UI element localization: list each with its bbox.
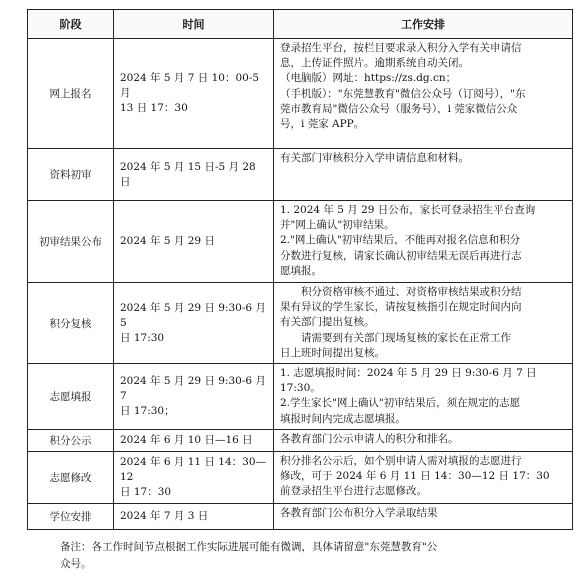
work-line: 并"网上确认"初审结果。 <box>280 219 395 232</box>
work-line: （手机版）："东莞慧教育"微信公众号（订阅号），"东 <box>280 87 526 100</box>
work-line: 填报时间内完成志愿填报。 <box>280 412 406 425</box>
time-cell <box>114 504 274 530</box>
time-cell <box>114 364 274 430</box>
time-cell <box>114 283 274 364</box>
work-line: 积分排名公示后，如个别申请人需对填报的志愿进行 <box>280 455 522 468</box>
footnote <box>60 539 550 573</box>
work-line: （电脑版）网址：https://zs.dg.cn； <box>280 72 457 85</box>
table-row <box>28 452 573 504</box>
time-line: 2024 年 5 月 29 日 <box>120 235 215 247</box>
table-row <box>28 504 573 530</box>
work-line: 号，i 莞家 APP。 <box>280 118 365 131</box>
time-line: 2024 年 7 月 3 日 <box>120 510 209 523</box>
time-cell <box>114 201 274 283</box>
work-line: 愿填报。 <box>280 264 322 277</box>
stage-cell: 学位安排 <box>28 504 114 530</box>
work-line: 息，上传证件照片。逾期系统自动关闭。 <box>280 57 469 70</box>
work-line: 前登录招生平台进行志愿修改。 <box>280 485 427 498</box>
work-cell <box>274 149 573 201</box>
time-line: 2024 年 6 月 11 日 14：30—12 <box>120 456 267 484</box>
table-row <box>28 201 573 283</box>
time-line: 日 17:30 <box>120 331 165 344</box>
work-cell <box>274 430 573 452</box>
stage-cell: 积分复核 <box>28 283 114 364</box>
work-line: 2."网上确认"初审结果后，不能再对报名信息和积分 <box>280 234 521 247</box>
table-row <box>28 39 573 149</box>
time-line: 2024 年 6 月 10 日—16 日 <box>120 434 253 447</box>
work-line: 有关部门提出复核。 <box>280 316 375 329</box>
work-line: 请需要到有关部门现场复核的家长在正常工作 <box>301 331 511 344</box>
time-line: 2024 年 5 月 29 日 9:30-6 月 7 <box>120 375 266 403</box>
time-line: 日 17：30 <box>120 486 172 499</box>
stage-cell: 网上报名 <box>28 39 114 149</box>
table-body <box>28 39 573 530</box>
footnote-line: 众号。 <box>60 558 92 570</box>
header-time: 时间 <box>114 10 274 39</box>
work-line: 莞市教育局"微信公众号（服务号），i 莞家微信公众 <box>280 102 518 115</box>
work-line: 登录招生平台，按栏目要求录入积分入学有关申请信 <box>280 42 522 54</box>
work-line: 有关部门审核积分入学申请信息和材料。 <box>280 152 469 164</box>
work-line: 分数进行复核，请家长确认初审结果无误后再进行志 <box>280 249 522 262</box>
time-line: 2024 年 5 月 29 日 9:30-6 月 5 <box>120 301 266 329</box>
header-work: 工作安排 <box>274 10 573 39</box>
table-row <box>28 430 573 452</box>
work-line: 日上班时间提出复核。 <box>280 346 385 359</box>
time-line: 13 日 17：30 <box>120 102 188 114</box>
time-line: 2024 年 5 月 15 日-5 月 28 日 <box>120 160 256 188</box>
table-row <box>28 149 573 201</box>
work-line: 积分资格审核不通过、对资格审核结果或积分结 <box>301 286 522 298</box>
work-cell <box>274 39 573 149</box>
work-cell <box>274 364 573 430</box>
table-row <box>28 364 573 430</box>
header-stage: 阶段 <box>28 10 114 39</box>
work-cell <box>274 283 573 364</box>
work-line: 1. 2024 年 5 月 29 日公布，家长可登录招生平台查询 <box>280 204 536 216</box>
stage-cell: 志愿修改 <box>28 452 114 504</box>
table-row <box>28 283 573 364</box>
work-line: 17:30。 <box>280 382 321 395</box>
time-cell <box>114 39 274 149</box>
header-row <box>28 10 573 39</box>
stage-cell: 初审结果公布 <box>28 201 114 283</box>
work-line: 修改，可于 2024 年 6 月 11 日 14：30—12 日 17：30 <box>280 470 550 483</box>
work-cell <box>274 201 573 283</box>
work-cell <box>274 504 573 530</box>
work-line: 各教育部门公布积分入学录取结果 <box>280 507 438 520</box>
schedule-table <box>27 9 573 530</box>
time-line: 日 17:30； <box>120 405 175 418</box>
stage-cell: 积分公示 <box>28 430 114 452</box>
stage-cell: 志愿填报 <box>28 364 114 430</box>
time-cell <box>114 430 274 452</box>
work-cell <box>274 452 573 504</box>
time-cell <box>114 452 274 504</box>
time-line: 2024 年 5 月 7 日 10：00-5 月 <box>120 72 260 99</box>
work-line: 果有异议的学生家长，请按复核指引在规定时间内向 <box>280 301 522 314</box>
stage-cell: 资料初审 <box>28 149 114 201</box>
work-line: 1. 志愿填报时间：2024 年 5 月 29 日 9:30-6 月 7 日 <box>280 367 537 380</box>
footnote-line: 备注：各工作时间节点根据工作实际进展可能有微调，具体请留意"东莞慧教育"公 <box>60 541 438 553</box>
work-line: 2.学生家长"网上确认"初审结果后，须在规定的志愿 <box>280 397 521 410</box>
work-line: 各教育部门公示申请人的积分和排名。 <box>280 433 459 446</box>
time-cell <box>114 149 274 201</box>
